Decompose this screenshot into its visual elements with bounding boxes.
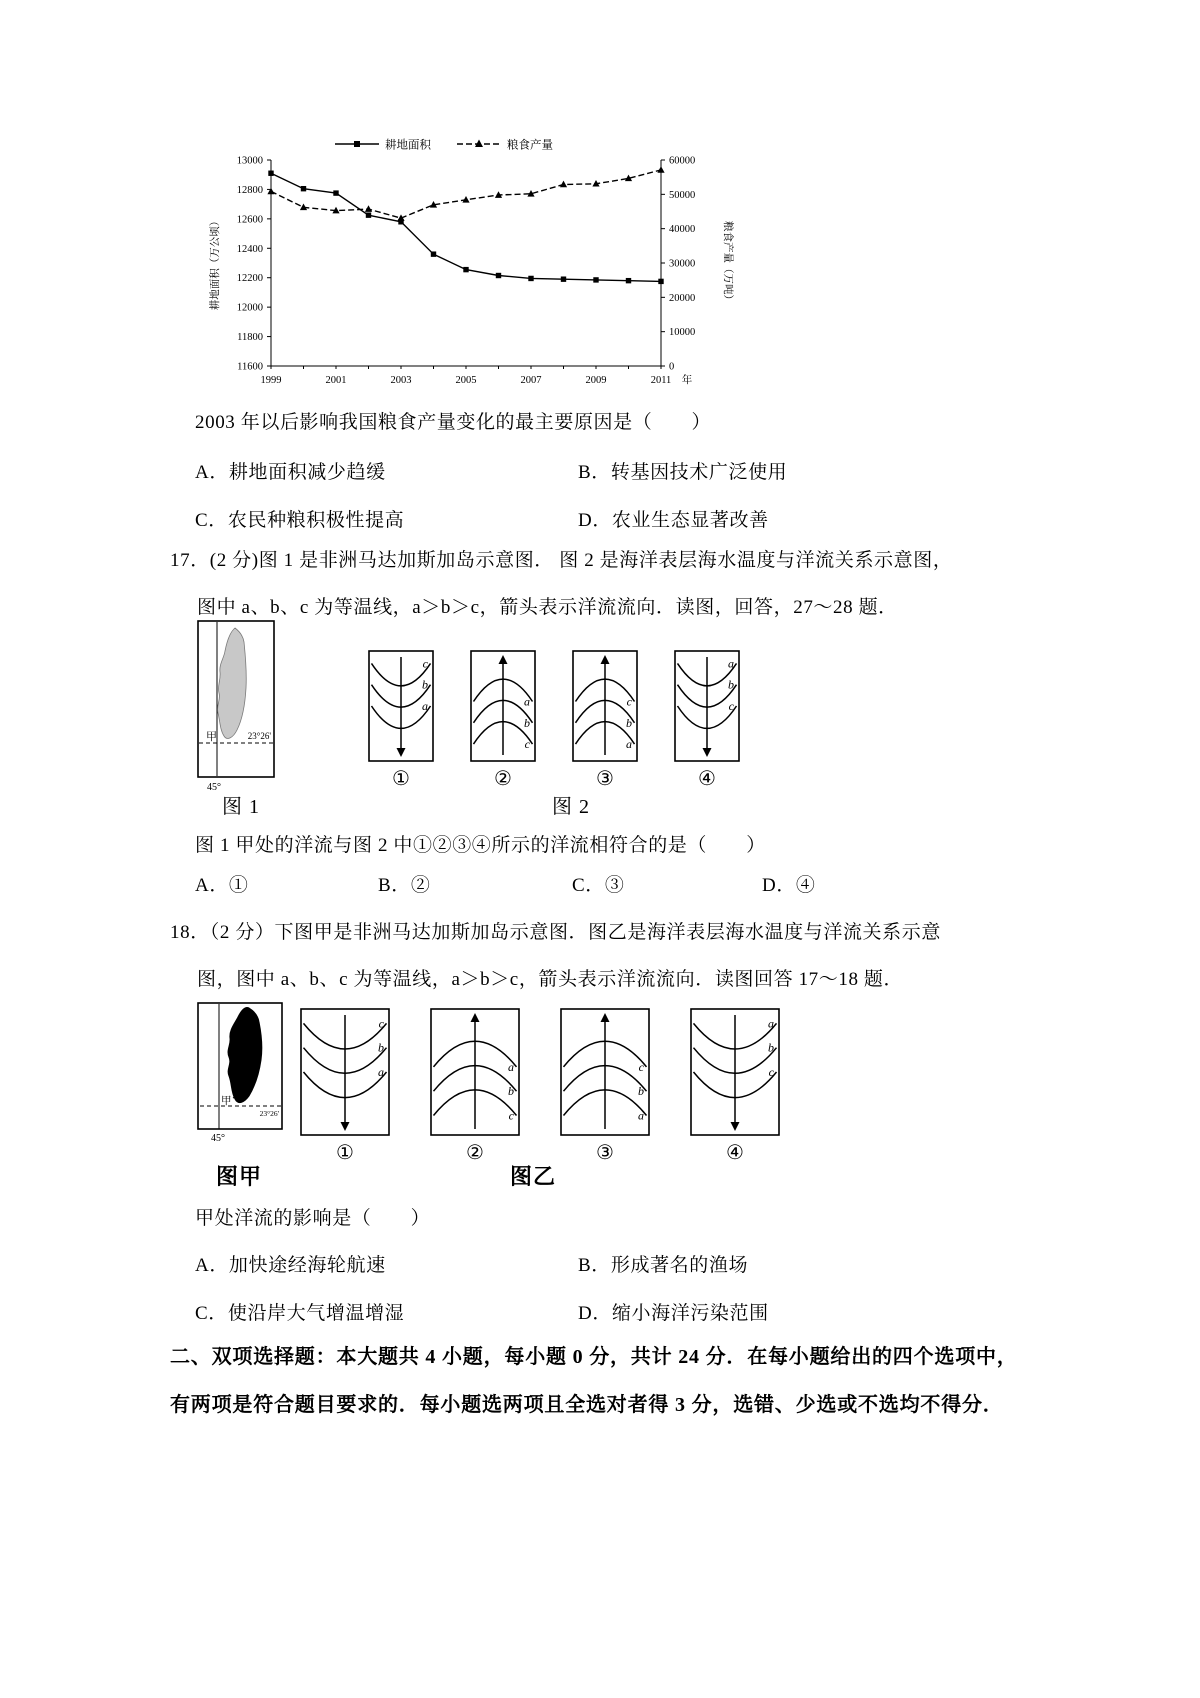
isotherm-label: a [626, 737, 632, 752]
diagram-number: ② [494, 768, 512, 790]
fig2-panel-③ [572, 650, 638, 791]
figure-2-current-diagrams [368, 650, 740, 791]
svg-text:1999: 1999 [260, 375, 282, 386]
diagram-number: ③ [596, 1142, 614, 1164]
q16-option-c: C．农民种粮积极性提高 [195, 510, 405, 531]
current-arrow-down [703, 748, 712, 757]
svg-text:2007: 2007 [520, 375, 542, 386]
grain-land-chart [205, 130, 735, 411]
q18-stem-line1: 18．（2 分）下图甲是非洲马达加斯加岛示意图．图乙是海洋表层海水温度与洋流关系示意 [170, 922, 941, 943]
isotherm-label: b [508, 1084, 514, 1099]
isotherm-label: c [728, 699, 734, 713]
q17-stem-line2: 图中 a、b、c 为等温线，a＞b＞c，箭头表示洋流流向．读图，回答，27～28 题． [197, 597, 898, 618]
svg-text:12200: 12200 [236, 273, 263, 285]
tropic-label: 23°26' [259, 1109, 279, 1118]
svg-text:30000: 30000 [669, 258, 696, 270]
q17-option-c: C．③ [572, 875, 625, 896]
isotherm-label: a [728, 656, 734, 671]
jia-label: 甲 [221, 1096, 232, 1107]
svg-text:0: 0 [669, 361, 675, 373]
series-line-耕地面积 [271, 173, 661, 281]
diagram-number: ④ [698, 768, 716, 790]
isotherm-label: a [378, 1065, 384, 1079]
current-arrow-down [341, 1122, 350, 1131]
figure-jia-caption: 图甲 [216, 1164, 263, 1189]
svg-text:50000: 50000 [669, 189, 696, 201]
isotherm-label: a [638, 1108, 644, 1123]
svg-text:11600: 11600 [237, 361, 263, 373]
q17-option-d: D．④ [762, 875, 816, 896]
section2-header-line1: 二、双项选择题：本大题共 4 小题，每小题 0 分，共计 24 分．在每小题给出的四个选项中， [170, 1346, 1018, 1368]
current-arrow-down [731, 1122, 740, 1131]
q17-option-b: B．② [378, 875, 431, 896]
q16-option-b: B．转基因技术广泛使用 [578, 462, 788, 483]
madagascar-map-svg-1 [197, 620, 275, 792]
diagram-number: ④ [726, 1142, 744, 1164]
svg-text:12000: 12000 [236, 302, 263, 314]
q17-stem-line1: 17．(2 分)图 1 是非洲马达加斯加岛示意图． 图 2 是海洋表层海水温度与洋流关系示意图， [170, 550, 953, 571]
q18-option-c: C．使沿岸大气增温增湿 [195, 1303, 405, 1324]
madagascar-map-svg-2 [197, 1002, 283, 1144]
isotherm-label: b [768, 1040, 774, 1055]
isotherm-label: b [728, 677, 734, 692]
figure-yi-current-diagrams [300, 1008, 780, 1165]
diagram-number: ① [336, 1142, 354, 1164]
legend-series-2: 粮食产量 [507, 139, 553, 152]
q17-question: 图 1 甲处的洋流与图 2 中①②③④所示的洋流相符合的是（ ） [195, 835, 766, 856]
left-axis-title: 耕地面积（万公顷） [210, 215, 221, 311]
section2-header-line2: 有两项是符合题目要求的．每小题选两项且全选对者得 3 分，选错、少选或不选均不得分． [170, 1394, 1004, 1416]
svg-text:40000: 40000 [669, 224, 696, 236]
meridian-label: 45° [207, 782, 221, 792]
diagram-number: ② [466, 1142, 484, 1164]
isotherm-label: a [524, 694, 530, 709]
q18-option-d: D．缩小海洋污染范围 [578, 1303, 769, 1324]
fig2-panel-② [470, 650, 536, 791]
q18-question: 甲处洋流的影响是（ ） [195, 1208, 431, 1229]
svg-text:11800: 11800 [237, 332, 263, 344]
svg-text:12400: 12400 [236, 243, 263, 255]
figure-1-caption: 图 1 [222, 796, 260, 818]
isotherm-label: c [378, 1016, 384, 1031]
figyi-panel-② [430, 1008, 520, 1165]
figyi-panel-① [300, 1008, 390, 1165]
q18-option-a: A．加快途经海轮航速 [195, 1255, 386, 1276]
svg-text:2005: 2005 [455, 375, 477, 386]
madagascar-island-gray [218, 628, 247, 738]
svg-text:12600: 12600 [236, 214, 263, 226]
isotherm-label: b [638, 1084, 644, 1099]
legend-series-1: 耕地面积 [385, 139, 431, 152]
series-line-粮食产量 [271, 170, 661, 218]
isotherm-label: c [626, 694, 632, 709]
current-arrow-up [499, 655, 508, 664]
diagram-number: ① [392, 768, 410, 790]
isotherm-label: a [422, 699, 428, 713]
q16-option-d: D．农业生态显著改善 [578, 510, 769, 531]
svg-text:20000: 20000 [669, 292, 696, 304]
isotherm-label: c [638, 1059, 644, 1074]
figure-1-madagascar-map [197, 620, 275, 797]
current-arrow-up [601, 655, 610, 664]
isotherm-label: b [378, 1040, 384, 1055]
isotherm-label: c [508, 1108, 514, 1123]
figure-jia-madagascar-map [197, 1002, 283, 1149]
q18-stem-line2: 图，图中 a、b、c 为等温线，a＞b＞c，箭头表示洋流流向．读图回答 17～18 题． [197, 969, 904, 990]
q16-option-a: A．耕地面积减少趋缓 [195, 462, 386, 483]
figyi-panel-③ [560, 1008, 650, 1165]
svg-text:12800: 12800 [236, 184, 263, 196]
fig2-panel-④ [674, 650, 740, 791]
isotherm-label: c [422, 656, 428, 671]
tropic-label: 23°26' [247, 731, 271, 741]
q17-option-a: A．① [195, 875, 249, 896]
svg-text:10000: 10000 [669, 327, 696, 339]
svg-text:60000: 60000 [669, 155, 696, 167]
isotherm-label: a [768, 1016, 774, 1031]
grain-land-chart-svg [205, 130, 735, 406]
madagascar-island-black [228, 1008, 262, 1103]
right-axis-title: 粮食产量（万吨） [722, 221, 733, 305]
q18-option-b: B．形成著名的渔场 [578, 1255, 749, 1276]
current-arrow-up [601, 1013, 610, 1022]
figure-yi-caption: 图乙 [510, 1164, 557, 1189]
jia-label: 甲 [206, 731, 217, 743]
current-arrow-down [397, 748, 406, 757]
svg-text:2001: 2001 [325, 375, 347, 386]
isotherm-label: b [524, 715, 530, 730]
isotherm-label: c [768, 1065, 774, 1079]
svg-text:2011: 2011 [650, 375, 672, 386]
isotherm-label: b [422, 677, 428, 692]
svg-text:2003: 2003 [390, 375, 412, 386]
isotherm-label: b [626, 715, 632, 730]
figure-2-caption: 图 2 [552, 796, 590, 818]
current-arrow-up [471, 1013, 480, 1022]
diagram-number: ③ [596, 768, 614, 790]
q16-stem: 2003 年以后影响我国粮食产量变化的最主要原因是（ ） [195, 412, 712, 433]
figyi-panel-④ [690, 1008, 780, 1165]
svg-text:年: 年 [681, 375, 693, 386]
isotherm-label: a [508, 1059, 514, 1074]
svg-text:2009: 2009 [585, 375, 607, 386]
isotherm-label: c [524, 737, 530, 752]
meridian-label: 45° [211, 1133, 225, 1144]
svg-text:13000: 13000 [236, 155, 263, 167]
fig2-panel-① [368, 650, 434, 791]
